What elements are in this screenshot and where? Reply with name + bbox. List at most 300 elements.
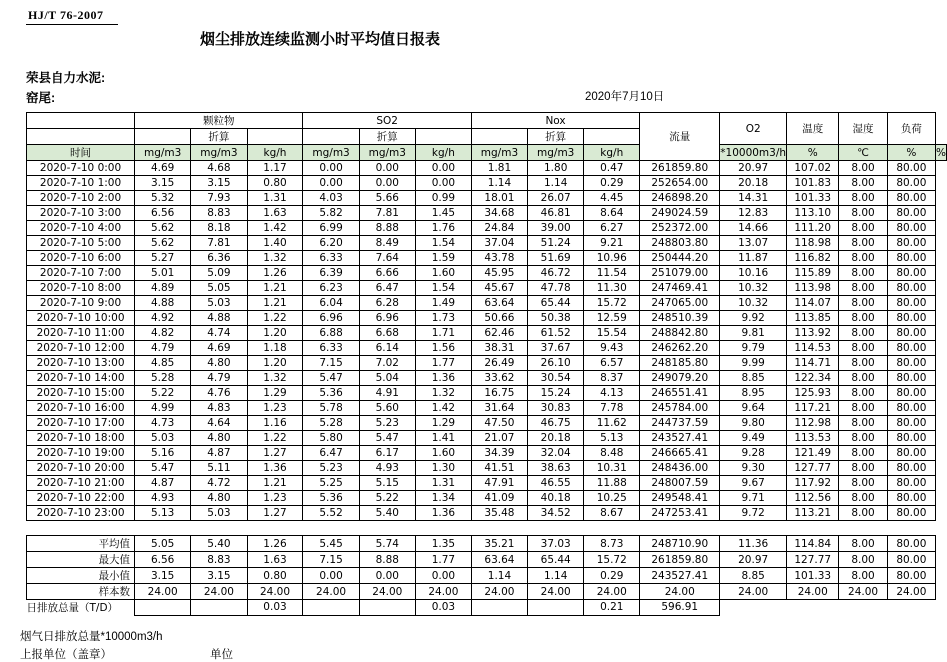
- cell-nox-2: 11.62: [584, 416, 640, 431]
- cell-humidity: 8.00: [839, 266, 887, 281]
- cell-nox-2: 7.78: [584, 401, 640, 416]
- cell-o2: 9.99: [720, 356, 787, 371]
- cell-nox-2: 4.45: [584, 191, 640, 206]
- cell-humidity: 8.00: [839, 446, 887, 461]
- cell-nox-1: 30.54: [528, 371, 584, 386]
- cell-flow: 246898.20: [640, 191, 720, 206]
- summary-nox-2: 24.00: [584, 584, 640, 600]
- cell-pm-2: 1.31: [247, 191, 303, 206]
- cell-so2-2: 1.31: [415, 476, 471, 491]
- cell-nox-0: 21.07: [471, 431, 527, 446]
- cell-pm-1: 7.93: [191, 191, 247, 206]
- cell-nox-1: 34.52: [528, 506, 584, 521]
- cell-so2-0: 5.36: [303, 386, 359, 401]
- summary-load: 80.00: [887, 552, 935, 568]
- cell-pm-2: 0.80: [247, 176, 303, 191]
- summary-o2: 11.36: [720, 536, 787, 552]
- cell-so2-2: 0.99: [415, 191, 471, 206]
- cell-so2-2: 1.36: [415, 371, 471, 386]
- table-row: [27, 431, 947, 446]
- cell-pm-0: 4.89: [135, 281, 191, 296]
- day-total-label: 日排放总量（T/D）: [26, 602, 119, 614]
- cell-nox-0: 50.66: [471, 311, 527, 326]
- cell-flow: 245784.00: [640, 401, 720, 416]
- cell-so2-2: 1.49: [415, 296, 471, 311]
- cell-time: 2020-7-10 17:00: [27, 416, 135, 431]
- cell-so2-2: 1.56: [415, 341, 471, 356]
- cell-pm-0: 5.01: [135, 266, 191, 281]
- cell-nox-1: 51.69: [528, 251, 584, 266]
- cell-nox-2: 8.37: [584, 371, 640, 386]
- cell-o2: 20.97: [720, 161, 787, 176]
- cell-so2-2: 1.34: [415, 491, 471, 506]
- cell-time: 2020-7-10 2:00: [27, 191, 135, 206]
- cell-load: 80.00: [887, 326, 935, 341]
- cell-nox-0: 18.01: [471, 191, 527, 206]
- cell-nox-0: 63.64: [471, 296, 527, 311]
- cell-flow: 246665.41: [640, 446, 720, 461]
- cell-temp: 114.07: [787, 296, 839, 311]
- corner-cell: [27, 113, 135, 129]
- cell-temp: 117.21: [787, 401, 839, 416]
- cell-pm-2: 1.40: [247, 236, 303, 251]
- cell-o2: 8.95: [720, 386, 787, 401]
- spacer-cell: [528, 521, 584, 536]
- cell-nox-0: 62.46: [471, 326, 527, 341]
- unit-nox-kgh: kg/h: [584, 145, 640, 161]
- cell-pm-0: 4.73: [135, 416, 191, 431]
- cell-temp: 111.20: [787, 221, 839, 236]
- cell-nox-0: 34.68: [471, 206, 527, 221]
- cell-nox-1: 46.81: [528, 206, 584, 221]
- cell-time: 2020-7-10 7:00: [27, 266, 135, 281]
- day-total-load: [887, 600, 935, 616]
- cell-so2-1: 6.28: [359, 296, 415, 311]
- cell-load: 80.00: [887, 371, 935, 386]
- cell-nox-0: 24.84: [471, 221, 527, 236]
- cell-nox-0: 43.78: [471, 251, 527, 266]
- cell-so2-1: 5.40: [359, 506, 415, 521]
- summary-load: 80.00: [887, 568, 935, 584]
- table-row: [27, 386, 947, 401]
- cell-so2-2: 1.60: [415, 266, 471, 281]
- spacer-cell: [359, 521, 415, 536]
- day-total-nox-1: [528, 600, 584, 616]
- cell-flow: 247253.41: [640, 506, 720, 521]
- cell-pm-2: 1.22: [247, 311, 303, 326]
- cell-temp: 121.49: [787, 446, 839, 461]
- spacer-cell: [887, 521, 935, 536]
- cell-pm-0: 5.13: [135, 506, 191, 521]
- cell-so2-0: 5.52: [303, 506, 359, 521]
- cell-o2: 10.32: [720, 296, 787, 311]
- table-row: [27, 371, 947, 386]
- cell-time: 2020-7-10 14:00: [27, 371, 135, 386]
- cell-o2: 9.81: [720, 326, 787, 341]
- cell-pm-1: 8.18: [191, 221, 247, 236]
- cell-pm-1: 4.76: [191, 386, 247, 401]
- summary-humidity: 8.00: [839, 536, 887, 552]
- cell-o2: 8.85: [720, 371, 787, 386]
- cell-flow: 251079.00: [640, 266, 720, 281]
- cell-so2-1: 6.47: [359, 281, 415, 296]
- cell-flow: 248803.80: [640, 236, 720, 251]
- cell-so2-1: 6.96: [359, 311, 415, 326]
- cell-nox-0: 31.64: [471, 401, 527, 416]
- summary-so2-2: 0.00: [415, 568, 471, 584]
- day-total-so2-2: 0.03: [415, 600, 471, 616]
- cell-so2-1: 6.66: [359, 266, 415, 281]
- day-total-pm-2: 0.03: [247, 600, 303, 616]
- cell-nox-1: 1.80: [528, 161, 584, 176]
- cell-humidity: 8.00: [839, 161, 887, 176]
- cell-flow: 252654.00: [640, 176, 720, 191]
- unit-pm-mgm3-conv: mg/m3: [191, 145, 247, 161]
- cell-so2-0: 6.39: [303, 266, 359, 281]
- summary-so2-2: 1.77: [415, 552, 471, 568]
- summary-o2: 24.00: [720, 584, 787, 600]
- cell-load: 80.00: [887, 461, 935, 476]
- cell-so2-2: 1.71: [415, 326, 471, 341]
- cell-pm-1: 5.03: [191, 506, 247, 521]
- sub-blank-nox-1: [471, 129, 527, 145]
- cell-pm-2: 1.18: [247, 341, 303, 356]
- table-row: [27, 476, 947, 491]
- cell-flow: 249079.20: [640, 371, 720, 386]
- cell-so2-2: 1.76: [415, 221, 471, 236]
- cell-pm-2: 1.21: [247, 476, 303, 491]
- cell-pm-1: 4.74: [191, 326, 247, 341]
- cell-temp: 114.53: [787, 341, 839, 356]
- cell-pm-1: 7.81: [191, 236, 247, 251]
- summary-so2-0: 24.00: [303, 584, 359, 600]
- cell-load: 80.00: [887, 386, 935, 401]
- summary-temp: 24.00: [787, 584, 839, 600]
- spacer-cell: [135, 521, 191, 536]
- cell-time: 2020-7-10 22:00: [27, 491, 135, 506]
- cell-humidity: 8.00: [839, 356, 887, 371]
- header-humidity: 湿度: [839, 113, 887, 145]
- day-total-pm-0: [135, 600, 191, 616]
- spacer-cell: [640, 521, 720, 536]
- cell-nox-0: 45.95: [471, 266, 527, 281]
- company-name: 荣县自力水泥:: [26, 71, 106, 85]
- cell-time: 2020-7-10 4:00: [27, 221, 135, 236]
- cell-pm-2: 1.29: [247, 386, 303, 401]
- cell-nox-2: 15.54: [584, 326, 640, 341]
- table-row: [27, 206, 947, 221]
- cell-humidity: 8.00: [839, 221, 887, 236]
- cell-temp: 113.10: [787, 206, 839, 221]
- cell-pm-2: 1.36: [247, 461, 303, 476]
- table-row: [27, 161, 947, 176]
- summary-flow: 243527.41: [640, 568, 720, 584]
- day-total-nox-0: [471, 600, 527, 616]
- summary-nox-0: 35.21: [471, 536, 527, 552]
- cell-so2-1: 5.04: [359, 371, 415, 386]
- summary-so2-1: 0.00: [359, 568, 415, 584]
- cell-pm-2: 1.42: [247, 221, 303, 236]
- cell-pm-2: 1.22: [247, 431, 303, 446]
- cell-nox-1: 50.38: [528, 311, 584, 326]
- cell-load: 80.00: [887, 491, 935, 506]
- cell-humidity: 8.00: [839, 236, 887, 251]
- cell-pm-1: 4.80: [191, 491, 247, 506]
- cell-so2-0: 5.82: [303, 206, 359, 221]
- cell-so2-0: 5.80: [303, 431, 359, 446]
- cell-flow: 249548.41: [640, 491, 720, 506]
- summary-nox-0: 63.64: [471, 552, 527, 568]
- cell-pm-1: 4.64: [191, 416, 247, 431]
- cell-flow: 247469.41: [640, 281, 720, 296]
- cell-time: 2020-7-10 10:00: [27, 311, 135, 326]
- cell-temp: 112.98: [787, 416, 839, 431]
- summary-o2: 8.85: [720, 568, 787, 584]
- cell-so2-2: 1.60: [415, 446, 471, 461]
- cell-flow: 248842.80: [640, 326, 720, 341]
- cell-flow: 250444.20: [640, 251, 720, 266]
- cell-so2-2: 1.41: [415, 431, 471, 446]
- cell-temp: 118.98: [787, 236, 839, 251]
- summary-label: 最小值: [27, 568, 135, 584]
- table-row: [27, 506, 947, 521]
- summary-so2-2: 24.00: [415, 584, 471, 600]
- cell-nox-0: 1.81: [471, 161, 527, 176]
- cell-nox-2: 6.27: [584, 221, 640, 236]
- summary-pm-0: 24.00: [135, 584, 191, 600]
- cell-nox-1: 47.78: [528, 281, 584, 296]
- cell-time: 2020-7-10 20:00: [27, 461, 135, 476]
- cell-so2-1: 0.00: [359, 161, 415, 176]
- cell-so2-1: 5.60: [359, 401, 415, 416]
- cell-so2-0: 5.36: [303, 491, 359, 506]
- cell-load: 80.00: [887, 296, 935, 311]
- cell-o2: 9.28: [720, 446, 787, 461]
- standard-code: HJ/T 76-2007: [28, 8, 104, 22]
- summary-row: [27, 568, 947, 584]
- cell-pm-1: 4.87: [191, 446, 247, 461]
- table-row: [27, 446, 947, 461]
- cell-nox-1: 26.07: [528, 191, 584, 206]
- unit-pm-mgm3: mg/m3: [135, 145, 191, 161]
- cell-humidity: 8.00: [839, 461, 887, 476]
- cell-nox-2: 15.72: [584, 296, 640, 311]
- unit-humidity: %: [887, 145, 935, 161]
- day-total-nox-2: 0.21: [584, 600, 640, 616]
- summary-pm-2: 1.63: [247, 552, 303, 568]
- summary-pm-2: 0.80: [247, 568, 303, 584]
- cell-nox-0: 1.14: [471, 176, 527, 191]
- cell-flow: 244737.59: [640, 416, 720, 431]
- sub-blank-pm-2: [247, 129, 303, 145]
- cell-nox-2: 9.21: [584, 236, 640, 251]
- cell-flow: 246262.20: [640, 341, 720, 356]
- cell-time: 2020-7-10 9:00: [27, 296, 135, 311]
- cell-so2-1: 7.64: [359, 251, 415, 266]
- cell-humidity: 8.00: [839, 311, 887, 326]
- cell-temp: 113.92: [787, 326, 839, 341]
- footer-reporting-unit: 上报单位（盖章）: [20, 649, 112, 661]
- cell-temp: 117.92: [787, 476, 839, 491]
- table-unit-header-row: [27, 145, 947, 161]
- cell-flow: 246551.41: [640, 386, 720, 401]
- summary-pm-2: 24.00: [247, 584, 303, 600]
- cell-pm-1: 4.68: [191, 161, 247, 176]
- unit-pm-kgh: kg/h: [247, 145, 303, 161]
- summary-load: 80.00: [887, 536, 935, 552]
- table-row: [27, 341, 947, 356]
- sub-blank-so2-2: [415, 129, 471, 145]
- cell-load: 80.00: [887, 251, 935, 266]
- table-row: [27, 401, 947, 416]
- cell-temp: 112.56: [787, 491, 839, 506]
- cell-temp: 127.77: [787, 461, 839, 476]
- table-row: [27, 491, 947, 506]
- cell-pm-0: 4.69: [135, 161, 191, 176]
- header-flow: 流量: [640, 113, 720, 161]
- sub-so2-conversion: 折算: [359, 129, 415, 145]
- cell-o2: 9.92: [720, 311, 787, 326]
- summary-row: [27, 552, 947, 568]
- summary-so2-0: 7.15: [303, 552, 359, 568]
- cell-load: 80.00: [887, 311, 935, 326]
- cell-so2-2: 0.00: [415, 176, 471, 191]
- summary-so2-1: 5.74: [359, 536, 415, 552]
- spacer-cell: [584, 521, 640, 536]
- summary-nox-1: 37.03: [528, 536, 584, 552]
- sub-blank-so2-1: [303, 129, 359, 145]
- cell-so2-0: 0.00: [303, 176, 359, 191]
- cell-so2-2: 1.29: [415, 416, 471, 431]
- cell-nox-2: 11.30: [584, 281, 640, 296]
- cell-nox-2: 4.13: [584, 386, 640, 401]
- cell-so2-1: 6.14: [359, 341, 415, 356]
- cell-pm-1: 4.69: [191, 341, 247, 356]
- header-time: 时间: [27, 145, 135, 161]
- cell-flow: 252372.00: [640, 221, 720, 236]
- cell-time: 2020-7-10 12:00: [27, 341, 135, 356]
- cell-so2-0: 6.96: [303, 311, 359, 326]
- cell-nox-1: 15.24: [528, 386, 584, 401]
- cell-nox-2: 5.13: [584, 431, 640, 446]
- cell-time: 2020-7-10 15:00: [27, 386, 135, 401]
- summary-nox-2: 15.72: [584, 552, 640, 568]
- cell-pm-0: 3.15: [135, 176, 191, 191]
- spacer-cell: [303, 521, 359, 536]
- cell-time: 2020-7-10 8:00: [27, 281, 135, 296]
- cell-nox-1: 61.52: [528, 326, 584, 341]
- cell-pm-0: 5.32: [135, 191, 191, 206]
- summary-nox-1: 24.00: [528, 584, 584, 600]
- summary-label: 最大值: [27, 552, 135, 568]
- summary-flow: 24.00: [640, 584, 720, 600]
- header-temp: 温度: [787, 113, 839, 145]
- table-row: [27, 326, 947, 341]
- cell-time: 2020-7-10 6:00: [27, 251, 135, 266]
- cell-load: 80.00: [887, 281, 935, 296]
- cell-pm-1: 5.11: [191, 461, 247, 476]
- cell-humidity: 8.00: [839, 386, 887, 401]
- cell-so2-1: 7.81: [359, 206, 415, 221]
- cell-pm-0: 4.92: [135, 311, 191, 326]
- cell-pm-2: 1.63: [247, 206, 303, 221]
- cell-temp: 125.93: [787, 386, 839, 401]
- cell-so2-0: 5.28: [303, 416, 359, 431]
- spacer-cell: [720, 521, 787, 536]
- cell-pm-0: 5.22: [135, 386, 191, 401]
- cell-nox-2: 8.48: [584, 446, 640, 461]
- cell-so2-2: 1.54: [415, 281, 471, 296]
- footer-daily-total-label: 烟气日排放总量*10000m3/h: [20, 631, 163, 643]
- table-group-header-row: [27, 113, 947, 129]
- cell-pm-1: 8.83: [191, 206, 247, 221]
- cell-load: 80.00: [887, 266, 935, 281]
- cell-nox-2: 8.67: [584, 506, 640, 521]
- summary-nox-0: 1.14: [471, 568, 527, 584]
- table-row: [27, 251, 947, 266]
- summary-temp: 114.84: [787, 536, 839, 552]
- cell-nox-0: 37.04: [471, 236, 527, 251]
- cell-pm-0: 4.85: [135, 356, 191, 371]
- cell-pm-1: 4.80: [191, 356, 247, 371]
- cell-nox-1: 46.72: [528, 266, 584, 281]
- cell-pm-0: 5.03: [135, 431, 191, 446]
- cell-so2-2: 1.32: [415, 386, 471, 401]
- cell-so2-2: 1.36: [415, 506, 471, 521]
- sub-blank-1: [27, 129, 135, 145]
- cell-pm-0: 5.47: [135, 461, 191, 476]
- cell-flow: 248510.39: [640, 311, 720, 326]
- cell-pm-0: 4.99: [135, 401, 191, 416]
- cell-time: 2020-7-10 0:00: [27, 161, 135, 176]
- cell-flow: 243527.41: [640, 431, 720, 446]
- cell-pm-1: 5.09: [191, 266, 247, 281]
- cell-pm-2: 1.32: [247, 251, 303, 266]
- cell-pm-0: 4.93: [135, 491, 191, 506]
- cell-pm-0: 5.62: [135, 236, 191, 251]
- cell-load: 80.00: [887, 431, 935, 446]
- cell-nox-1: 38.63: [528, 461, 584, 476]
- cell-load: 80.00: [887, 341, 935, 356]
- spacer-cell: [839, 521, 887, 536]
- spacer-cell: [415, 521, 471, 536]
- table-row: [27, 191, 947, 206]
- cell-nox-2: 10.25: [584, 491, 640, 506]
- day-total-so2-0: [303, 600, 359, 616]
- cell-nox-2: 9.43: [584, 341, 640, 356]
- cell-nox-2: 12.59: [584, 311, 640, 326]
- summary-temp: 101.33: [787, 568, 839, 584]
- cell-humidity: 8.00: [839, 401, 887, 416]
- summary-flow: 261859.80: [640, 552, 720, 568]
- cell-nox-2: 11.54: [584, 266, 640, 281]
- table-row: [27, 416, 947, 431]
- cell-pm-1: 5.03: [191, 296, 247, 311]
- cell-pm-0: 5.16: [135, 446, 191, 461]
- summary-nox-2: 8.73: [584, 536, 640, 552]
- unit-so2-mgm3-conv: mg/m3: [359, 145, 415, 161]
- cell-nox-2: 10.96: [584, 251, 640, 266]
- cell-humidity: 8.00: [839, 281, 887, 296]
- cell-nox-2: 11.88: [584, 476, 640, 491]
- cell-flow: 248007.59: [640, 476, 720, 491]
- unit-flow: *10000m3/h: [720, 146, 787, 159]
- cell-so2-1: 4.93: [359, 461, 415, 476]
- cell-nox-1: 1.14: [528, 176, 584, 191]
- table-row: [27, 311, 947, 326]
- cell-so2-1: 0.00: [359, 176, 415, 191]
- summary-nox-1: 65.44: [528, 552, 584, 568]
